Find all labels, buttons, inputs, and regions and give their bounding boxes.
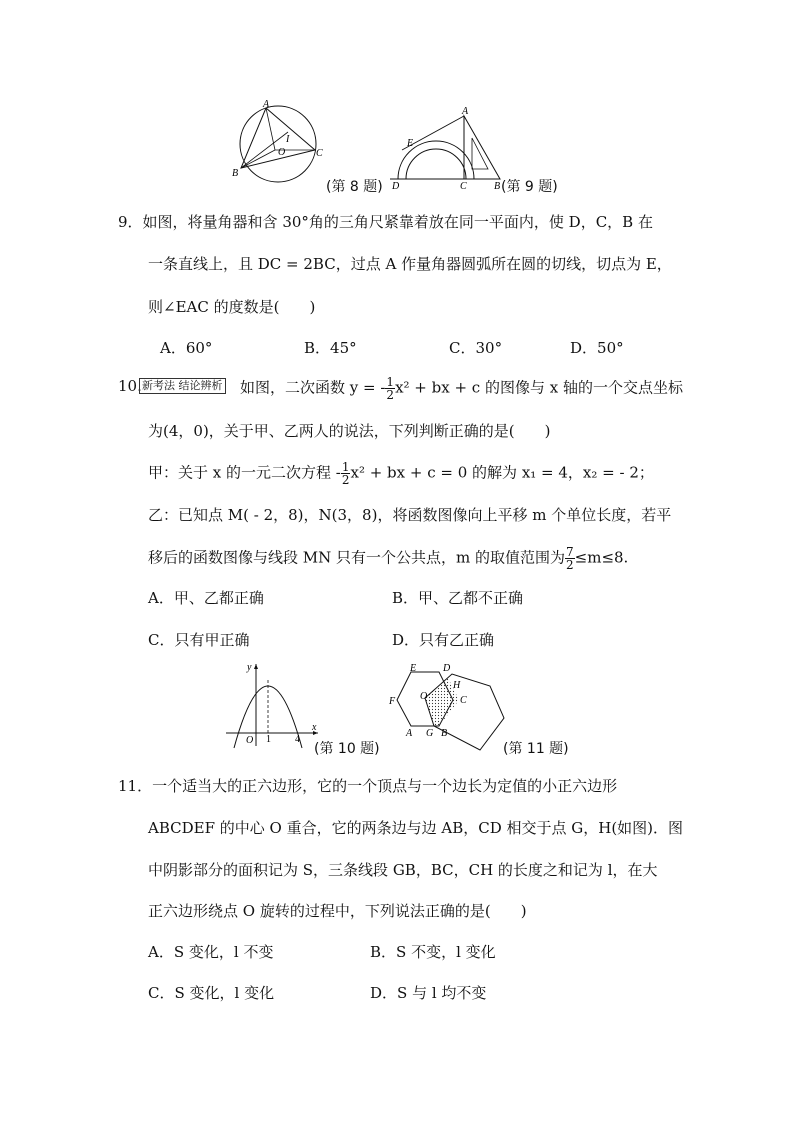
label-o: O [278,147,286,158]
figure-9-caption: (第 9 题) [501,179,558,195]
label-c: C [460,181,467,190]
label-h: H [453,680,461,691]
label-g: G [426,728,434,739]
q9-line-1: 9．如图，将量角器和含 30°角的三角尺紧靠着放在同一平面内，使 D，C，B 在 [118,213,653,231]
figure-10-caption: (第 10 题) [314,741,380,757]
fraction-seven-halves: $\frac{7}{2}$ [566,545,574,572]
label-o: O [246,735,254,746]
q10-line-1: 如图，二次函数 y = - $\frac{1}{2}$ x² + bx + c 的图像与 x 轴的一个交点坐标 [240,375,683,402]
set-square [464,116,500,179]
label-y: y [247,662,252,673]
q11-line-1: 11．一个适当大的正六边形，它的一个顶点与一个边长为定值的小正六边形 [118,777,618,795]
label-e: E [407,138,414,149]
label-o: O [420,691,428,702]
q9-option-c[interactable]: C．30° [449,339,503,357]
q11-line-2: ABCDEF 的中心 O 重合，它的两条边与边 AB，CD 相交于点 G，H(如图)．图 [148,819,684,837]
q11-option-a[interactable]: A．S 变化，l 不变 [148,943,274,961]
tick-one: 1 [266,734,271,745]
q10-number: 10. [118,377,142,395]
label-b: B [441,728,448,739]
label-a: A [263,99,270,110]
q11-option-c[interactable]: C．S 变化，l 变化 [148,984,275,1002]
fraction-half: $\frac{1}{2}$ [341,460,350,487]
q11-option-d[interactable]: D．S 与 l 均不变 [370,984,487,1002]
figure-11 [386,660,514,754]
q9-line-3: 则∠EAC 的度数是( ) [148,298,316,316]
q10-line-3: 甲：关于 x 的一元二次方程 - $\frac{1}{2}$ x² + bx + c = 0 的解为 x₁ = 4，x₂ = - 2； [148,460,654,487]
label-c: C [460,695,467,706]
q9-option-d[interactable]: D．50° [570,339,624,357]
q10-option-c[interactable]: C．只有甲正确 [148,631,250,649]
q9-option-b[interactable]: B．45° [304,339,357,357]
figure-10 [222,660,322,750]
q11-line-4: 正六边形绕点 O 旋转的过程中，下列说法正确的是( ) [148,902,527,920]
q9-option-a[interactable]: A．60° [160,339,213,357]
label-e: E [410,663,417,674]
q9-line-2: 一条直线上，且 DC = 2BC，过点 A 作量角器圆弧所在圆的切线，切点为 E， [148,255,672,273]
label-i: I [286,134,290,145]
q10-line-5: 移后的函数图像与线段 MN 只有一个公共点，m 的取值范围为 $\frac{7}{2}$ ≤m≤8. [148,545,629,572]
label-d: D [392,181,400,190]
label-a: A [406,728,413,739]
fraction-half: $\frac{1}{2}$ [386,375,395,402]
figure-9 [388,104,506,190]
label-b: B [494,181,501,190]
figure-8-caption: (第 8 题) [326,179,383,195]
q10-option-a[interactable]: A．甲、乙都正确 [148,589,264,607]
label-b: B [232,168,239,179]
q10-tag: 新考法 结论辨析 [139,378,226,394]
q10-option-d[interactable]: D．只有乙正确 [392,631,495,649]
figure-8 [228,98,328,188]
label-d: D [443,663,451,674]
figure-11-caption: (第 11 题) [503,741,569,757]
label-x: x [312,722,317,733]
q10-line-4: 乙：已知点 M( - 2，8)，N(3，8)，将函数图像向上平移 m 个单位长度，若平 [148,506,672,524]
q11-option-b[interactable]: B．S 不变，l 变化 [370,943,496,961]
tick-four: 4 [295,734,300,745]
label-f: F [389,696,396,707]
q10-option-b[interactable]: B．甲、乙都不正确 [392,589,524,607]
label-a: A [462,106,469,117]
q10-line-2: 为(4，0)，关于甲、乙两人的说法，下列判断正确的是( ) [148,422,551,440]
label-c: C [316,148,323,159]
q11-line-3: 中阴影部分的面积记为 S，三条线段 GB，BC，CH 的长度之和记为 l，在大 [148,861,658,879]
